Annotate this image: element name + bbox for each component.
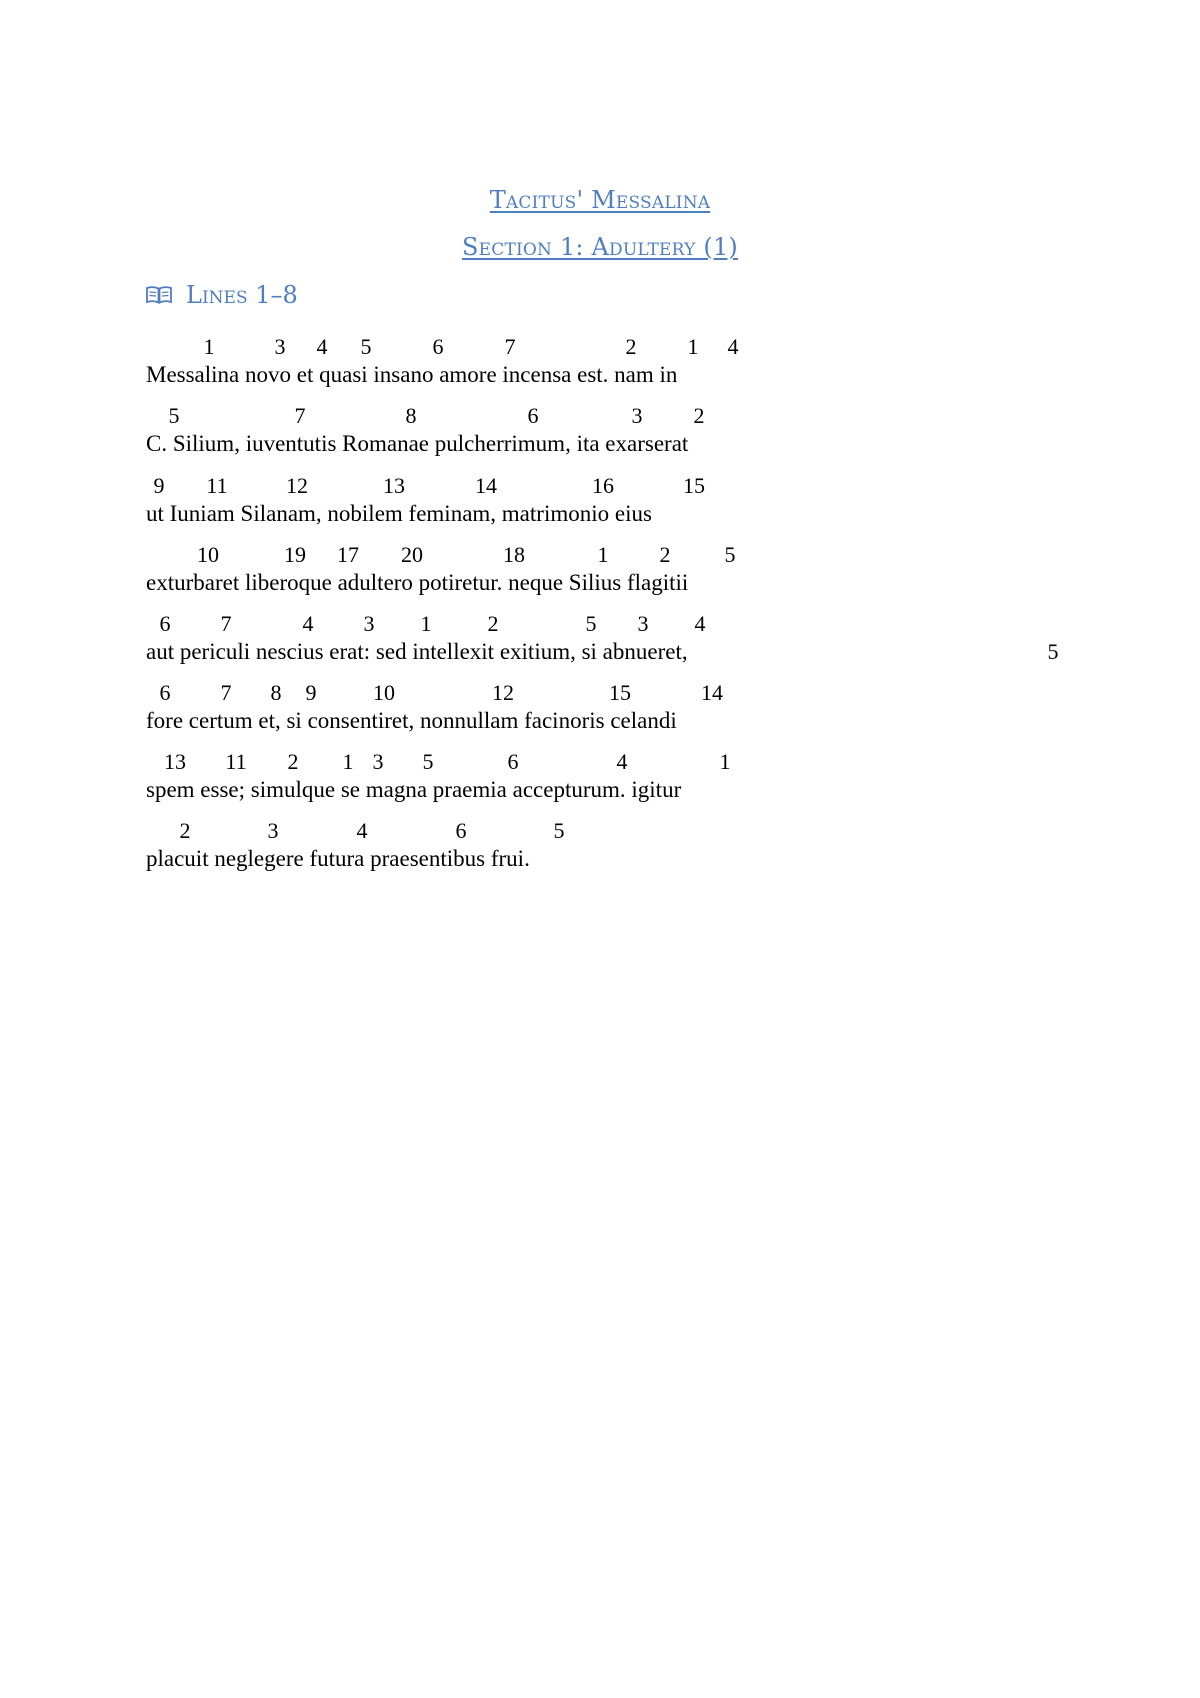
word-order-number: 4	[727, 334, 739, 359]
word-order-number: 5	[422, 749, 434, 774]
word-order-number: 10	[373, 680, 395, 705]
latin-line-3: ut Iuniam Silanam, nobilem feminam, matrimonio eius	[146, 501, 652, 526]
document-title: Tacitus' Messalina	[489, 186, 711, 214]
word-order-number: 3	[267, 818, 279, 843]
word-order-number: 3	[637, 611, 649, 636]
word-order-number: 18	[503, 542, 525, 567]
word-order-number: 7	[220, 611, 232, 636]
word-order-number: 4	[356, 818, 368, 843]
word-order-number: 3	[372, 749, 384, 774]
word-order-number: 4	[616, 749, 628, 774]
word-order-number: 4	[302, 611, 314, 636]
word-order-number: 1	[203, 334, 215, 359]
word-order-number: 5	[360, 334, 372, 359]
word-order-number: 3	[274, 334, 286, 359]
latin-line-8: placuit neglegere futura praesentibus frui.	[146, 846, 530, 871]
word-order-number: 2	[179, 818, 191, 843]
word-order-number: 4	[316, 334, 328, 359]
word-order-number: 12	[492, 680, 514, 705]
word-order-number: 6	[159, 611, 171, 636]
word-order-number: 20	[401, 542, 423, 567]
latin-line-5: aut periculi nescius erat: sed intellexit exitium, si abnueret,	[146, 639, 688, 664]
word-order-number: 7	[220, 680, 232, 705]
word-order-number: 13	[164, 749, 186, 774]
word-order-number: 2	[287, 749, 299, 774]
latin-line-1: Messalina novo et quasi insano amore incensa est. nam in	[146, 362, 678, 387]
word-order-number: 5	[553, 818, 565, 843]
word-order-number: 2	[625, 334, 637, 359]
word-order-number: 3	[631, 403, 643, 428]
word-order-number: 9	[305, 680, 317, 705]
word-order-number: 16	[592, 473, 614, 498]
word-order-number: 1	[597, 542, 609, 567]
word-order-number: 11	[206, 473, 228, 498]
word-order-number: 2	[693, 403, 705, 428]
word-order-number: 11	[225, 749, 247, 774]
word-order-number: 6	[159, 680, 171, 705]
word-order-number: 1	[420, 611, 432, 636]
word-order-number: 1	[719, 749, 731, 774]
latin-line-2: C. Silium, iuventutis Romanae pulcherrimum, ita exarserat	[146, 431, 689, 456]
word-order-number: 13	[383, 473, 405, 498]
word-order-number: 14	[701, 680, 723, 705]
word-order-number: 12	[286, 473, 308, 498]
section-title: Section 1: Adultery (1)	[461, 233, 738, 261]
word-order-number: 19	[284, 542, 306, 567]
word-order-number: 2	[659, 542, 671, 567]
margin-line-number: 5	[1047, 639, 1059, 664]
word-order-number: 14	[475, 473, 497, 498]
latin-line-6: fore certum et, si consentiret, nonnullam facinoris celandi	[146, 708, 677, 733]
word-order-number: 6	[507, 749, 519, 774]
word-order-number: 8	[270, 680, 282, 705]
word-order-number: 5	[168, 403, 180, 428]
book-icon	[146, 283, 172, 311]
word-order-number: 5	[724, 542, 736, 567]
word-order-number: 6	[455, 818, 467, 843]
latin-line-7: spem esse; simulque se magna praemia accepturum. igitur	[146, 777, 682, 802]
word-order-number: 2	[487, 611, 499, 636]
lines-heading	[146, 281, 298, 311]
word-order-number: 17	[337, 542, 359, 567]
word-order-number: 5	[585, 611, 597, 636]
word-order-number: 9	[153, 473, 165, 498]
word-order-number: 15	[683, 473, 705, 498]
word-order-number: 15	[609, 680, 631, 705]
word-order-number: 8	[405, 403, 417, 428]
lines-heading-label: Lines 1–8	[186, 281, 298, 309]
word-order-number: 4	[694, 611, 706, 636]
word-order-number: 1	[342, 749, 354, 774]
word-order-number: 6	[527, 403, 539, 428]
word-order-number: 6	[432, 334, 444, 359]
word-order-number: 7	[294, 403, 306, 428]
word-order-number: 1	[687, 334, 699, 359]
word-order-number: 7	[504, 334, 516, 359]
word-order-number: 10	[197, 542, 219, 567]
latin-line-4: exturbaret liberoque adultero potiretur. neque Silius flagitii	[146, 570, 689, 595]
word-order-number: 3	[363, 611, 375, 636]
